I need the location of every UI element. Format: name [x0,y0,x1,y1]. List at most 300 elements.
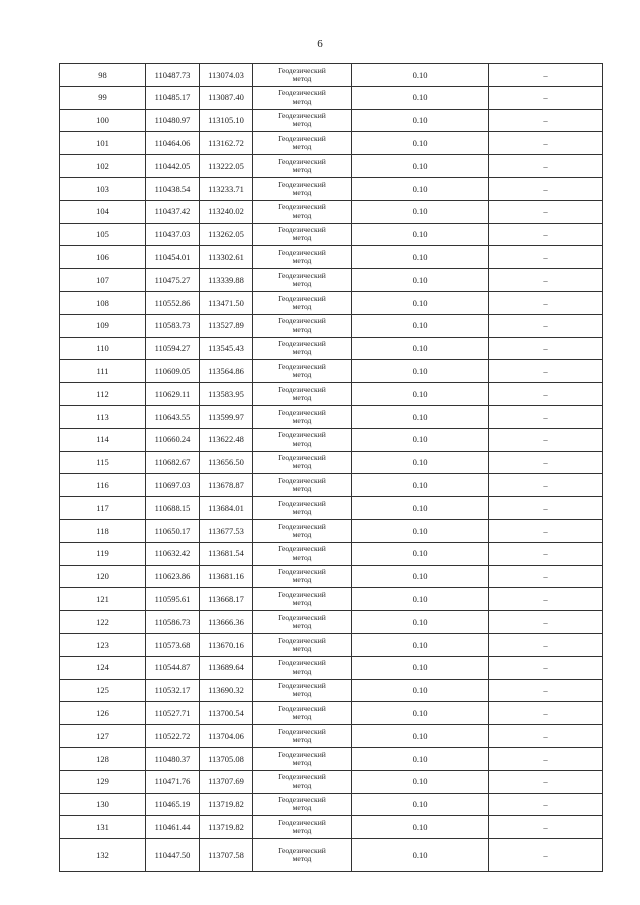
error-cell: 0.10 [352,497,489,520]
method-line-1: Геодезический [278,567,326,577]
point-number-cell: 98 [60,64,146,87]
x-coordinate-cell: 110643.55 [146,405,200,428]
method-line-2: метод [292,666,312,676]
description-cell: – [489,747,603,770]
point-number-cell: 124 [60,656,146,679]
y-coordinate-cell: 113599.97 [200,405,253,428]
method-cell [253,793,352,816]
error-cell: 0.10 [352,64,489,87]
method-line-1: Геодезический [278,749,326,759]
x-coordinate-cell: 110650.17 [146,519,200,542]
y-coordinate-cell: 113719.82 [200,793,253,816]
method-line-2: метод [292,73,312,83]
y-coordinate-cell: 113240.02 [200,200,253,223]
x-coordinate-cell: 110442.05 [146,155,200,178]
y-coordinate-cell: 113302.61 [200,246,253,269]
error-cell: 0.10 [352,451,489,474]
error-cell: 0.10 [352,360,489,383]
description-cell: – [489,679,603,702]
y-coordinate-cell: 113707.69 [200,770,253,793]
x-coordinate-cell: 110437.03 [146,223,200,246]
point-number-cell: 120 [60,565,146,588]
method-cell [253,223,352,246]
table-row [60,200,603,223]
point-number-cell: 125 [60,679,146,702]
point-number-cell: 112 [60,383,146,406]
method-cell [253,337,352,360]
table-row [60,565,603,588]
table-row [60,611,603,634]
method-line-1: Геодезический [278,498,326,508]
error-cell: 0.10 [352,200,489,223]
method-line-1: Геодезический [278,156,326,166]
description-cell: – [489,839,603,872]
point-number-cell: 129 [60,770,146,793]
method-line-2: метод [292,689,312,699]
point-number-cell: 107 [60,269,146,292]
method-line-1: Геодезический [278,590,326,600]
point-number-cell: 116 [60,474,146,497]
y-coordinate-cell: 113527.89 [200,314,253,337]
method-cell [253,611,352,634]
error-cell: 0.10 [352,132,489,155]
y-coordinate-cell: 113583.95 [200,383,253,406]
x-coordinate-cell: 110454.01 [146,246,200,269]
description-cell: – [489,428,603,451]
point-number-cell: 108 [60,291,146,314]
table-row [60,816,603,839]
method-line-1: Геодезический [278,817,326,827]
method-line-2: метод [292,393,312,403]
method-line-1: Геодезический [278,521,326,531]
method-cell [253,109,352,132]
point-number-cell: 111 [60,360,146,383]
method-line-2: метод [292,552,312,562]
description-cell: – [489,64,603,87]
y-coordinate-cell: 113705.08 [200,747,253,770]
description-cell: – [489,588,603,611]
y-coordinate-cell: 113105.10 [200,109,253,132]
table-row [60,725,603,748]
method-line-2: метод [292,575,312,585]
method-cell [253,725,352,748]
x-coordinate-cell: 110629.11 [146,383,200,406]
method-line-1: Геодезический [278,681,326,691]
error-cell: 0.10 [352,428,489,451]
point-number-cell: 99 [60,86,146,109]
method-line-1: Геодезический [278,772,326,782]
method-cell [253,155,352,178]
description-cell: – [489,405,603,428]
table-row [60,679,603,702]
table-row [60,337,603,360]
method-line-1: Геодезический [278,88,326,98]
table-row [60,497,603,520]
method-line-1: Геодезический [278,704,326,713]
method-line-1: Геодезический [278,453,326,463]
method-line-2: метод [292,712,312,722]
point-number-cell: 105 [60,223,146,246]
description-cell: – [489,519,603,542]
table-row [60,405,603,428]
y-coordinate-cell: 113677.53 [200,519,253,542]
method-line-1: Геодезический [278,111,326,121]
method-cell [253,246,352,269]
y-coordinate-cell: 113668.17 [200,588,253,611]
method-cell [253,383,352,406]
method-line-2: метод [292,119,312,129]
method-cell [253,291,352,314]
error-cell: 0.10 [352,291,489,314]
y-coordinate-cell: 113471.50 [200,291,253,314]
y-coordinate-cell: 113564.86 [200,360,253,383]
y-coordinate-cell: 113681.54 [200,542,253,565]
x-coordinate-cell: 110461.44 [146,816,200,839]
table-row [60,383,603,406]
coordinates-table [59,63,603,872]
y-coordinate-cell: 113678.87 [200,474,253,497]
y-coordinate-cell: 113087.40 [200,86,253,109]
point-number-cell: 127 [60,725,146,748]
x-coordinate-cell: 110480.37 [146,747,200,770]
error-cell: 0.10 [352,588,489,611]
description-cell: – [489,702,603,725]
error-cell: 0.10 [352,793,489,816]
method-line-2: метод [292,735,312,744]
method-line-2: метод [292,484,312,494]
method-line-2: метод [292,347,312,357]
method-line-2: метод [292,507,312,517]
point-number-cell: 103 [60,177,146,200]
description-cell: – [489,725,603,748]
x-coordinate-cell: 110583.73 [146,314,200,337]
error-cell: 0.10 [352,405,489,428]
description-cell: – [489,770,603,793]
y-coordinate-cell: 113666.36 [200,611,253,634]
description-cell: – [489,177,603,200]
table-row [60,474,603,497]
method-cell [253,588,352,611]
table-row [60,291,603,314]
method-cell [253,428,352,451]
method-cell [253,656,352,679]
description-cell: – [489,542,603,565]
description-cell: – [489,246,603,269]
method-cell [253,360,352,383]
table-row [60,702,603,725]
x-coordinate-cell: 110437.42 [146,200,200,223]
method-line-2: метод [292,279,312,289]
description-cell: – [489,314,603,337]
y-coordinate-cell: 113689.64 [200,656,253,679]
method-line-1: Геодезический [278,134,326,144]
x-coordinate-cell: 110595.61 [146,588,200,611]
method-cell [253,702,352,725]
method-cell [253,497,352,520]
y-coordinate-cell: 113162.72 [200,132,253,155]
method-line-2: метод [292,233,312,243]
point-number-cell: 114 [60,428,146,451]
y-coordinate-cell: 113545.43 [200,337,253,360]
x-coordinate-cell: 110487.73 [146,64,200,87]
x-coordinate-cell: 110609.05 [146,360,200,383]
description-cell: – [489,337,603,360]
method-line-2: метод [292,301,312,311]
method-line-1: Геодезический [278,407,326,417]
point-number-cell: 115 [60,451,146,474]
x-coordinate-cell: 110682.67 [146,451,200,474]
x-coordinate-cell: 110544.87 [146,656,200,679]
description-cell: – [489,269,603,292]
point-number-cell: 126 [60,702,146,725]
y-coordinate-cell: 113622.48 [200,428,253,451]
error-cell: 0.10 [352,679,489,702]
error-cell: 0.10 [352,223,489,246]
table-row [60,360,603,383]
point-number-cell: 122 [60,611,146,634]
point-number-cell: 113 [60,405,146,428]
method-line-2: метод [292,803,312,813]
y-coordinate-cell: 113690.32 [200,679,253,702]
method-line-2: метод [292,96,312,106]
description-cell: – [489,109,603,132]
x-coordinate-cell: 110573.68 [146,633,200,656]
table-row [60,656,603,679]
point-number-cell: 102 [60,155,146,178]
table-row [60,451,603,474]
method-line-1: Геодезический [278,476,326,486]
method-line-2: метод [292,165,312,175]
method-cell [253,633,352,656]
x-coordinate-cell: 110471.76 [146,770,200,793]
point-number-cell: 110 [60,337,146,360]
point-number-cell: 101 [60,132,146,155]
method-line-1: Геодезический [278,795,326,805]
x-coordinate-cell: 110522.72 [146,725,200,748]
method-cell [253,519,352,542]
error-cell: 0.10 [352,725,489,748]
method-cell [253,64,352,87]
description-cell: – [489,793,603,816]
table-row [60,588,603,611]
description-cell: – [489,474,603,497]
error-cell: 0.10 [352,656,489,679]
method-line-2: метод [292,643,312,653]
table-row [60,86,603,109]
table-row [60,177,603,200]
y-coordinate-cell: 113700.54 [200,702,253,725]
table-row [60,428,603,451]
error-cell: 0.10 [352,770,489,793]
x-coordinate-cell: 110552.86 [146,291,200,314]
x-coordinate-cell: 110465.19 [146,793,200,816]
table-row [60,542,603,565]
method-line-1: Геодезический [278,845,326,855]
method-line-2: метод [292,324,312,334]
method-line-1: Геодезический [278,65,326,75]
error-cell: 0.10 [352,155,489,178]
point-number-cell: 100 [60,109,146,132]
y-coordinate-cell: 113339.88 [200,269,253,292]
method-line-1: Геодезический [278,248,326,258]
table-row [60,793,603,816]
method-line-2: метод [292,826,312,836]
method-line-2: метод [292,142,312,152]
method-cell [253,816,352,839]
method-line-1: Геодезический [278,726,326,736]
error-cell: 0.10 [352,383,489,406]
x-coordinate-cell: 110527.71 [146,702,200,725]
point-number-cell: 132 [60,839,146,872]
point-number-cell: 123 [60,633,146,656]
table-row [60,269,603,292]
method-cell [253,679,352,702]
method-line-2: метод [292,187,312,197]
point-number-cell: 121 [60,588,146,611]
point-number-cell: 109 [60,314,146,337]
table-row [60,747,603,770]
y-coordinate-cell: 113656.50 [200,451,253,474]
method-line-1: Геодезический [278,544,326,554]
y-coordinate-cell: 113681.16 [200,565,253,588]
method-line-1: Геодезический [278,635,326,645]
method-line-1: Геодезический [278,362,326,372]
y-coordinate-cell: 113670.16 [200,633,253,656]
error-cell: 0.10 [352,337,489,360]
x-coordinate-cell: 110586.73 [146,611,200,634]
y-coordinate-cell: 113262.05 [200,223,253,246]
method-line-1: Геодезический [278,293,326,303]
y-coordinate-cell: 113684.01 [200,497,253,520]
y-coordinate-cell: 113222.05 [200,155,253,178]
method-line-1: Геодезический [278,612,326,622]
error-cell: 0.10 [352,246,489,269]
table-row [60,155,603,178]
method-line-1: Геодезический [278,339,326,349]
table-row [60,770,603,793]
method-line-2: метод [292,438,312,448]
method-line-1: Геодезический [278,202,326,212]
method-cell [253,542,352,565]
x-coordinate-cell: 110438.54 [146,177,200,200]
method-line-2: метод [292,780,312,790]
description-cell: – [489,200,603,223]
method-cell [253,451,352,474]
error-cell: 0.10 [352,314,489,337]
error-cell: 0.10 [352,269,489,292]
method-line-1: Геодезический [278,430,326,440]
point-number-cell: 131 [60,816,146,839]
description-cell: – [489,816,603,839]
method-line-1: Геодезический [278,384,326,394]
point-number-cell: 104 [60,200,146,223]
point-number-cell: 119 [60,542,146,565]
y-coordinate-cell: 113704.06 [200,725,253,748]
method-line-2: метод [292,621,312,631]
method-line-1: Геодезический [278,658,326,668]
y-coordinate-cell: 113074.03 [200,64,253,87]
method-cell [253,314,352,337]
description-cell: – [489,565,603,588]
method-line-2: метод [292,529,312,539]
x-coordinate-cell: 110623.86 [146,565,200,588]
method-line-1: Геодезический [278,225,326,235]
method-line-1: Геодезический [278,179,326,189]
y-coordinate-cell: 113233.71 [200,177,253,200]
description-cell: – [489,223,603,246]
method-line-1: Геодезический [278,270,326,280]
method-cell [253,474,352,497]
table-row [60,132,603,155]
description-cell: – [489,291,603,314]
method-cell [253,177,352,200]
description-cell: – [489,155,603,178]
table-row [60,633,603,656]
error-cell: 0.10 [352,177,489,200]
x-coordinate-cell: 110594.27 [146,337,200,360]
error-cell: 0.10 [352,86,489,109]
method-line-2: метод [292,461,312,471]
table-row [60,223,603,246]
description-cell: – [489,383,603,406]
table-row [60,64,603,87]
point-number-cell: 117 [60,497,146,520]
table-row [60,519,603,542]
method-cell [253,200,352,223]
description-cell: – [489,633,603,656]
error-cell: 0.10 [352,474,489,497]
method-cell [253,839,352,872]
x-coordinate-cell: 110660.24 [146,428,200,451]
point-number-cell: 128 [60,747,146,770]
error-cell: 0.10 [352,565,489,588]
method-cell [253,269,352,292]
x-coordinate-cell: 110532.17 [146,679,200,702]
error-cell: 0.10 [352,702,489,725]
description-cell: – [489,497,603,520]
error-cell: 0.10 [352,839,489,872]
error-cell: 0.10 [352,747,489,770]
method-cell [253,132,352,155]
y-coordinate-cell: 113707.58 [200,839,253,872]
description-cell: – [489,611,603,634]
point-number-cell: 130 [60,793,146,816]
point-number-cell: 118 [60,519,146,542]
method-line-2: метод [292,854,312,864]
method-cell [253,405,352,428]
error-cell: 0.10 [352,816,489,839]
method-line-2: метод [292,210,312,220]
description-cell: – [489,360,603,383]
error-cell: 0.10 [352,109,489,132]
method-cell [253,565,352,588]
error-cell: 0.10 [352,611,489,634]
table-row [60,246,603,269]
x-coordinate-cell: 110632.42 [146,542,200,565]
x-coordinate-cell: 110447.50 [146,839,200,872]
table-body [60,64,603,872]
method-cell [253,770,352,793]
x-coordinate-cell: 110480.97 [146,109,200,132]
point-number-cell: 106 [60,246,146,269]
method-line-2: метод [292,256,312,266]
method-cell [253,747,352,770]
error-cell: 0.10 [352,633,489,656]
description-cell: – [489,451,603,474]
error-cell: 0.10 [352,542,489,565]
method-line-1: Геодезический [278,316,326,326]
error-cell: 0.10 [352,519,489,542]
